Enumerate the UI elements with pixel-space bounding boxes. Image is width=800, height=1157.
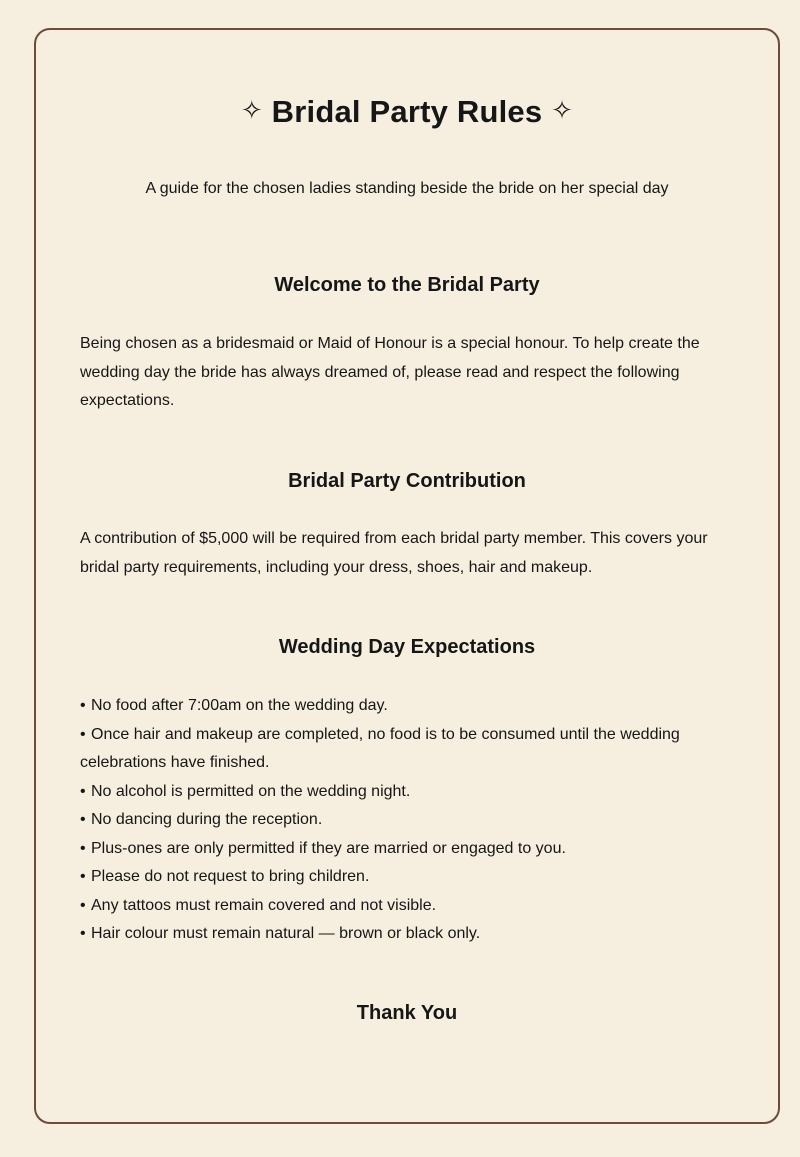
list-item: • Once hair and makeup are completed, no food is to be consumed until the wedding celebrations have finished. xyxy=(80,721,734,778)
list-item: • Any tattoos must remain covered and not visible. xyxy=(80,892,734,921)
list-item: • Hair colour must remain natural — brown or black only. xyxy=(80,920,734,949)
section-heading-contribution: Bridal Party Contribution xyxy=(288,470,526,492)
bullet-icon: • xyxy=(80,725,86,743)
list-item: • No alcohol is permitted on the wedding night. xyxy=(80,778,734,807)
section-heading-welcome: Welcome to the Bridal Party xyxy=(274,274,540,296)
bullet-icon: • xyxy=(80,782,86,800)
list-item: • Please do not request to bring children. xyxy=(80,863,734,892)
title-text: Bridal Party Rules xyxy=(271,94,543,129)
expectations-list xyxy=(80,692,734,949)
section-body-contribution: A contribution of $5,000 will be required from each bridal party member. This covers your bridal party requirements, including your dress, shoes, hair and makeup. xyxy=(80,530,708,576)
list-item: • No food after 7:00am on the wedding day. xyxy=(80,692,734,721)
bullet-icon: • xyxy=(80,811,86,828)
page-subtitle: A guide for the chosen ladies standing beside the bride on her special day xyxy=(145,180,669,197)
page-title xyxy=(80,90,734,132)
sparkle-icon: ✧ xyxy=(240,95,263,125)
sparkle-icon: ✧ xyxy=(551,95,574,125)
list-item: • Plus-ones are only permitted if they are married or engaged to you. xyxy=(80,835,734,864)
bullet-icon: • xyxy=(80,896,86,914)
section-body-welcome: Being chosen as a bridesmaid or Maid of Honour is a special honour. To help create the wedding day the bride has always dreamed of, please read and respect the following expectations. xyxy=(80,335,700,409)
bullet-icon: • xyxy=(80,925,86,942)
list-item: • No dancing during the reception. xyxy=(80,806,734,835)
document-card xyxy=(34,28,780,1124)
closing-text: Thank You xyxy=(356,1002,458,1024)
bullet-icon: • xyxy=(80,839,86,857)
section-heading-expectations: Wedding Day Expectations xyxy=(278,636,536,658)
bullet-icon: • xyxy=(80,868,86,885)
bullet-icon: • xyxy=(80,697,86,714)
